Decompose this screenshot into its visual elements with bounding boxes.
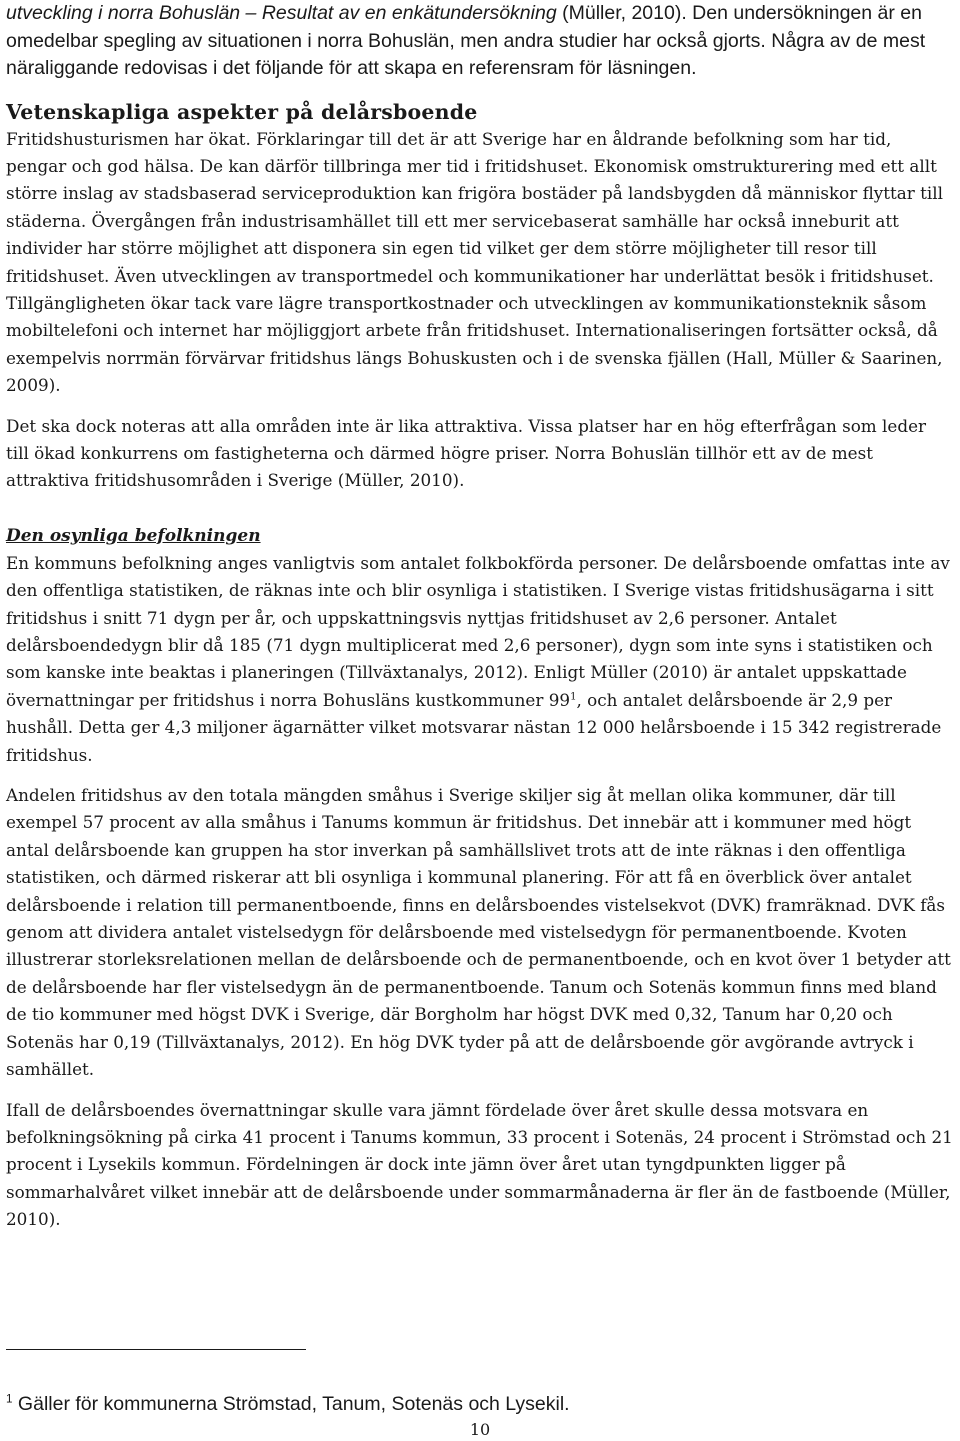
- footnote-reference: 1: [570, 691, 577, 703]
- body-paragraph: Det ska dock noteras att alla områden inte är lika attraktiva. Vissa platser har en hög efterfrågan som leder till ökad konkurrens om fastigheterna och därmed högre priser. Norra Bohuslän tillhör ett av de mest attraktiva fritidshusområden i Sverige (Müller, 2010).: [6, 415, 927, 491]
- footnote-divider: [6, 1349, 306, 1350]
- document-page: [6, 0, 954, 1234]
- intro-report-title: utveckling i norra Bohuslän – Resultat av en enkätundersökning: [6, 2, 557, 24]
- intro-text: (Müller, 2010). Den undersökningen är en omedelbar spegling av situationen i norra Bohuslän, men andra studier har också gjorts. Några av de mest näraliggande redovisas i det följande för att skapa en referensram för läsningen.: [6, 2, 926, 79]
- footnote-marker: 1: [6, 1392, 13, 1406]
- paragraph-text: , och antalet delårsboende är 2,9 per hushåll. Detta ger 4,3 miljoner ägarnätter vilket motsvarar nästan 12 000 helårsboende i 15 342 registrerade fritidshus.: [6, 689, 942, 765]
- body-paragraph: Fritidshusturismen har ökat. Förklaringar till det är att Sverige har en åldrande befolkning som har tid, pengar och god hälsa. De kan därför tillbringa mer tid i fritidshuset. Ekonomisk omstrukturering med ett allt större inslag av stadsbaserad serviceproduktion kan frigöra bostäder på landsbygden då människor flyttar till städerna. Övergången från industrisamhället till ett mer servicebaserat samhälle har också inneburit att individer har större möjlighet att disponera sin egen tid vilket ger dem större möjligheter till resor till fritidshuset. Även utvecklingen av transportmedel och kommunikationer har underlättat besök i fritidshuset. Tillgängligheten ökar tack vare lägre transportkostnader och utvecklingen av kommunikationsteknik såsom mobiltelefoni och internet har möjliggjort arbete från fritidshuset. Internationaliseringen fortsätter också, då exempelvis norrmän förvärvar fritidshus längs Bohuskusten och i de svenska fjällen (Hall, Müller & Saarinen, 2009).: [6, 128, 943, 396]
- section-heading: Vetenskapliga aspekter på delårsboende: [6, 99, 478, 124]
- body-paragraph: [6, 550, 954, 769]
- body-paragraph: Ifall de delårsboendes övernattningar skulle vara jämnt fördelade över året skulle dessa motsvara en befolkningsökning på cirka 41 procent i Tanums kommun, 33 procent i Sotenäs, 24 procent i Strömstad och 21 procent i Lysekils kommun. Fördelningen är dock inte jämn över året utan tyngdpunkten ligger på sommarhalvåret vilket innebär att de delårsboende under sommarmånaderna är fler än de fastboende (Müller, 2010).: [6, 1099, 953, 1230]
- footnote: [6, 1391, 946, 1417]
- page-number: 10: [469, 1420, 491, 1439]
- body-paragraph: Andelen fritidshus av den totala mängden småhus i Sverige skiljer sig åt mellan olika kommuner, där till exempel 57 procent av alla småhus i Tanums kommun är fritidshus. Det innebär att i kommuner med högt antal delårsboende kan gruppen ha stor inverkan på samhällslivet trots att de inte räknas i den offentliga statistiken, och därmed riskerar att bli osynliga i kommunal planering. För att få en överblick över antalet delårsboende i relation till permanentboende, finns en delårsboendes vistelsekvot (DVK) framräknad. DVK fås genom att dividera antalet vistelsedygn för delårsboende med vistelsedygn för permanentboende. Kvoten illustrerar storleksrelationen mellan de delårsboende och de permanentboende, och en kvot över 1 betyder att de delårsboende har fler vistelsedygn än de permanentboende. Tanum och Sotenäs kommun finns med bland de tio kommuner med högst DVK i Sverige, där Borgholm har högst DVK med 0,32, Tanum har 0,20 och Sotenäs har 0,19 (Tillväxtanalys, 2012). En hög DVK tyder på att de delårsboende gör avgörande avtryck i samhället.: [6, 785, 951, 1080]
- intro-paragraph: [6, 0, 954, 83]
- footnote-text: Gäller för kommunerna Strömstad, Tanum, Sotenäs och Lysekil.: [12, 1393, 570, 1415]
- paragraph-text: En kommuns befolkning anges vanligtvis som antalet folkbokförda personer. De delårsboende omfattas inte av den offentliga statistiken, de räknas inte och blir osynliga i statistiken. I Sverige vistas fritidshusägarna i sitt fritidshus i snitt 71 dygn per år, och uppskattningsvis nyttjas fritidshuset av 2,6 personer. Antalet delårsboendedygn blir då 185 (71 dygn multiplicerat med 2,6 personer), dygn som inte syns i statistiken och som kanske inte beaktas i planeringen (Tillväxtanalys, 2012). Enligt Müller (2010) är antalet uppskattade övernattningar per fritidshus i norra Bohusläns kustkommuner 99: [6, 552, 950, 710]
- subsection-heading: Den osynliga befolkningen: [6, 525, 261, 546]
